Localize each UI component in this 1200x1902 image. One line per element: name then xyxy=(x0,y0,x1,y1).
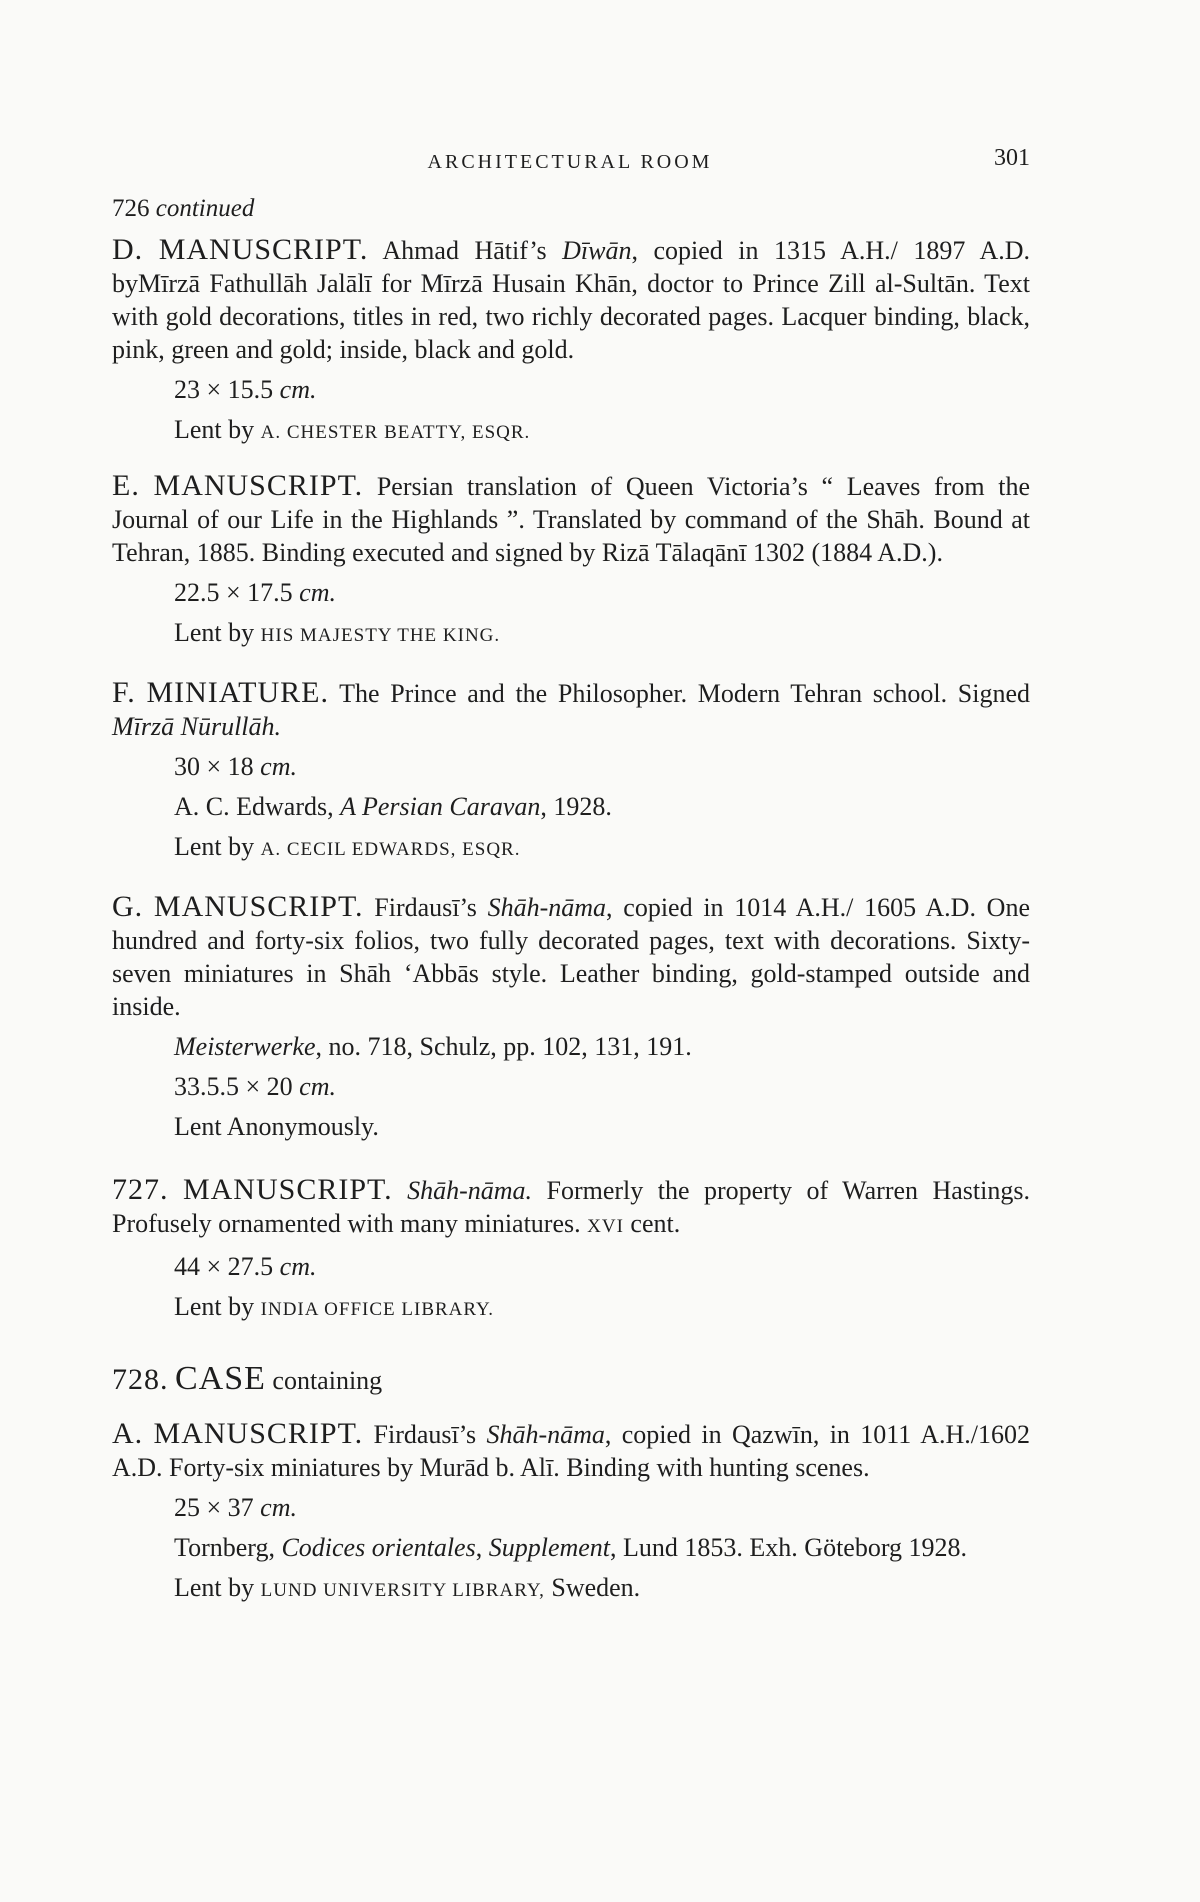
entry-letter: A. xyxy=(112,1417,144,1450)
reference-author: Tornberg, xyxy=(174,1533,282,1562)
entry-kind: MANUSCRIPT. xyxy=(153,469,364,502)
entry-description xyxy=(112,1417,1030,1484)
entry-title: Shāh-nāma xyxy=(487,893,607,922)
entry-description xyxy=(112,233,1030,366)
reference-details: , Lund 1853. Exh. Göteborg 1928. xyxy=(610,1533,968,1562)
dimensions-unit: cm. xyxy=(260,1493,297,1522)
entry-727 xyxy=(112,1173,1030,1326)
reference-separator: , xyxy=(475,1533,489,1562)
entry-text: Formerly the property of Warren Hastings. Profusely ornamented with many miniatures. xyxy=(112,1176,1030,1238)
lent-prefix: Lent by xyxy=(174,1573,255,1602)
dimensions-unit: cm. xyxy=(299,578,336,607)
lent-prefix: Lent by xyxy=(174,1292,255,1321)
entry-lender: Lent Anonymously. xyxy=(174,1112,379,1141)
page-body xyxy=(112,192,1030,1607)
dimensions-value: 23 × 15.5 xyxy=(174,375,274,404)
entry-kind: MANUSCRIPT. xyxy=(158,233,369,266)
entry-726-f xyxy=(112,676,1030,866)
entry-lender xyxy=(174,1571,1030,1607)
dimensions-value: 33.5.5 × 20 xyxy=(174,1072,293,1101)
entry-lender xyxy=(174,413,1030,449)
entry-title: Shāh-nāma xyxy=(486,1420,605,1449)
entry-dimensions xyxy=(174,1250,1030,1283)
entry-description xyxy=(112,676,1030,743)
page-header xyxy=(110,142,1030,176)
entry-kind: MANUSCRIPT. xyxy=(153,890,364,923)
lent-prefix: Lent by xyxy=(174,618,255,647)
entry-726-g xyxy=(112,890,1030,1143)
entry-description xyxy=(112,1173,1030,1243)
entry-letter: E. xyxy=(112,469,140,502)
case-heading xyxy=(112,1362,1030,1397)
entry-726-e xyxy=(112,469,1030,652)
lender-name: HIS MAJESTY THE KING. xyxy=(260,625,501,646)
lender-name: A. CHESTER BEATTY, ESQR. xyxy=(260,422,531,443)
page-number: 301 xyxy=(994,145,1030,171)
entry-number: 727. xyxy=(112,1173,169,1206)
entry-dimensions xyxy=(174,750,1030,783)
entry-dimensions xyxy=(174,1491,1030,1524)
reference-title: Codices orientales xyxy=(281,1533,476,1562)
entry-text: cent. xyxy=(623,1209,681,1238)
lent-prefix: Lent by xyxy=(174,832,255,861)
entry-kind: MINIATURE. xyxy=(146,676,329,709)
entry-title: Dīwān xyxy=(562,236,632,265)
entry-dimensions xyxy=(174,576,1030,609)
entry-dimensions xyxy=(174,373,1030,406)
reference-author: A. C. Edwards, xyxy=(174,792,341,821)
reference-title: Meisterwerke xyxy=(174,1032,316,1061)
entry-title: Mīrzā Nūrullāh. xyxy=(112,712,282,741)
entry-letter: G. xyxy=(112,890,144,923)
entry-title: Shāh-nāma. xyxy=(407,1176,533,1205)
entry-726-d xyxy=(112,233,1030,449)
lent-prefix: Lent by xyxy=(174,415,255,444)
entry-reference xyxy=(174,1531,1030,1564)
entry-text: Firdausī’s xyxy=(363,1420,487,1449)
entry-text: Persian translation of Queen Victoria’s “ Leaves from the Journal of our Life in the Highlands ”. Translated by command of the Shāh. Bound at Tehran, 1885. Binding executed and signed by Rizā Tālaqānī 1302 (1884 A.D.). xyxy=(112,472,1031,567)
entry-letter: D. xyxy=(112,233,144,266)
entry-reference xyxy=(174,1030,1030,1063)
continued-number: 726 xyxy=(112,195,150,222)
entry-reference xyxy=(174,790,1030,823)
reference-title: Supplement xyxy=(488,1533,611,1562)
entry-text: Firdausī’s xyxy=(363,893,488,922)
entry-kind: CASE xyxy=(175,1360,266,1397)
entry-dimensions xyxy=(174,1070,1030,1103)
reference-details: , no. 718, Schulz, pp. 102, 131, 191. xyxy=(315,1032,692,1061)
lender-name: INDIA OFFICE LIBRARY. xyxy=(260,1299,495,1320)
running-head: ARCHITECTURAL ROOM xyxy=(427,151,713,173)
continued-label xyxy=(112,192,1030,225)
entry-description xyxy=(112,469,1030,569)
lender-name: A. CECIL EDWARDS, ESQR. xyxy=(260,839,521,860)
entry-text: , copied in Qazwīn, in 1011 A.H./1602 A.D. Forty-six miniatures by Murād b. Alī. Binding with hunting scenes. xyxy=(112,1420,1031,1482)
dimensions-unit: cm. xyxy=(279,375,317,404)
dimensions-unit: cm. xyxy=(299,1072,336,1101)
entry-letter: F. xyxy=(112,676,136,709)
entry-728 xyxy=(112,1362,1030,1607)
entry-text: containing xyxy=(265,1366,383,1395)
dimensions-value: 44 × 27.5 xyxy=(174,1252,274,1281)
entry-kind: MANUSCRIPT. xyxy=(182,1173,393,1206)
dimensions-unit: cm. xyxy=(260,752,297,781)
entry-text: , copied in 1315 A.H./ 1897 A.D. byMīrzā Fathullāh Jalālī for Mīrzā Husain Khān, doctor to Prince Zill al-Sultān. Text with gold decorations, titles in red, two richly decorated pages. Lacquer binding, black, pink, green and gold; inside, black and gold. xyxy=(112,236,1030,364)
dimensions-unit: cm. xyxy=(279,1252,317,1281)
entry-kind: MANUSCRIPT. xyxy=(153,1417,364,1450)
dimensions-value: 22.5 × 17.5 xyxy=(174,578,293,607)
century-numeral: XVI xyxy=(587,1216,624,1237)
entry-text: , copied in 1014 A.H./ 1605 A.D. One hundred and forty-six folios, two fully decorated pages, text with decorations. Sixty-seven miniatures in Shāh ‘Abbās style. Leather binding, gold-stamped outside and inside. xyxy=(112,893,1030,1021)
reference-details: , 1928. xyxy=(540,792,612,821)
entry-text: The Prince and the Philosopher. Modern Tehran school. Signed xyxy=(328,679,1030,708)
dimensions-value: 25 × 37 xyxy=(174,1493,254,1522)
entry-lender xyxy=(174,1290,1030,1326)
entry-lender xyxy=(174,616,1030,652)
entry-number: 728. xyxy=(112,1363,169,1396)
entry-description xyxy=(112,890,1030,1023)
reference-title: A Persian Caravan xyxy=(340,792,541,821)
lender-name: LUND UNIVERSITY LIBRARY, xyxy=(260,1580,545,1601)
dimensions-value: 30 × 18 xyxy=(174,752,254,781)
entry-text: Ahmad Hātif’s xyxy=(368,236,563,265)
lender-location: Sweden. xyxy=(544,1573,641,1602)
continued-word: continued xyxy=(155,195,255,222)
entry-lender xyxy=(174,830,1030,866)
